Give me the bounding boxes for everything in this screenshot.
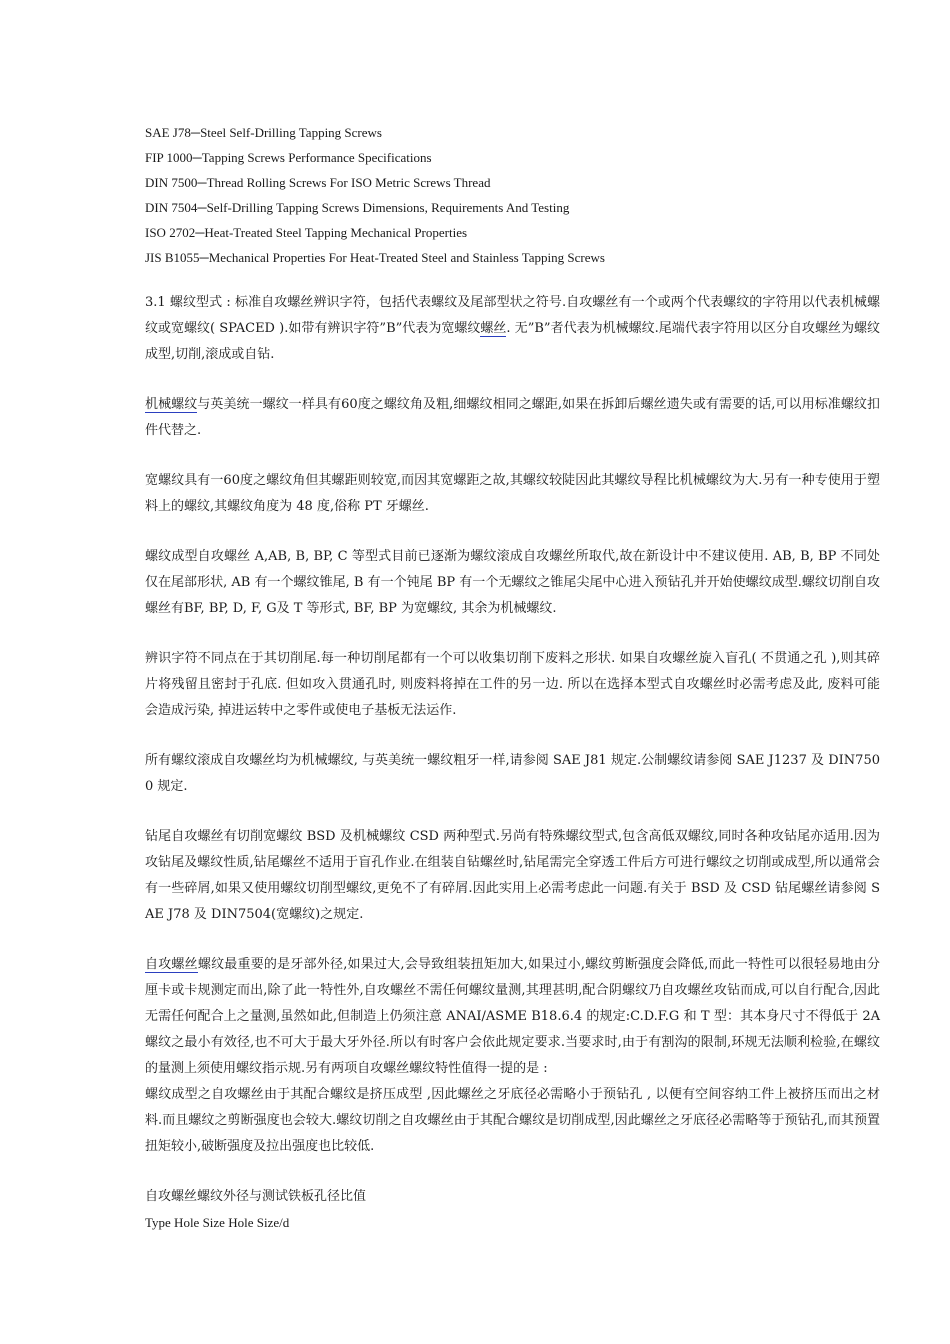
paragraph-text: 与英美统一螺纹一样具有60度之螺纹角及粗,细螺纹相同之螺距,如果在拆卸后螺丝遗失或有需要的话,可以用标准螺纹扣件代替之. [145, 397, 880, 438]
standard-item: JIS B1055─Mechanical Properties For Heat-Treated Steel and Stainless Tapping Screws [145, 250, 605, 265]
paragraph-machine-thread [145, 392, 880, 444]
paragraph-thread-rolling: 所有螺纹滚成自攻螺丝均为机械螺纹, 与英美统一螺纹粗牙一样,请参阅 SAE J81 规定.公制螺纹请参阅 SAE J1237 及 DIN7500 规定. [145, 753, 880, 794]
paragraph-text: . 无”B”者代表为机械螺纹.尾端代表字符用以区分自攻螺丝为螺纹成型,切削,滚成或自钻. [145, 321, 880, 362]
document-body [145, 120, 880, 1236]
standard-item: DIN 7504─Self-Drilling Tapping Screws Dimensions, Requirements And Testing [145, 200, 570, 215]
paragraph-forming-vs-cutting: 螺纹成型之自攻螺丝由于其配合螺纹是挤压成型 ,因此螺丝之牙底径必需略小于预钻孔 , 以便有空间容纳工件上被挤压而出之材料.而且螺纹之剪断强度也会较大.螺纹切削之自攻螺丝由于其配合螺纹是切削成型,因此螺丝之牙底径必需略等于预钻孔,而其预置扭矩较小,破断强度及拉出强度也比较低. [145, 1087, 880, 1154]
link-screw[interactable]: 螺丝 [480, 321, 507, 336]
paragraph-thread-type [145, 290, 880, 368]
standard-item: ISO 2702─Heat-Treated Steel Tapping Mechanical Properties [145, 225, 468, 240]
standard-item: FIP 1000─Tapping Screws Performance Specifications [145, 150, 432, 165]
standards-list [145, 120, 880, 270]
table-header: Type Hole Size Hole Size/d [145, 1215, 290, 1230]
paragraph-self-drilling: 钻尾自攻螺丝有切削宽螺纹 BSD 及机械螺纹 CSD 两种型式.另尚有特殊螺纹型式,包含高低双螺纹,同时各种攻钻尾亦适用.因为攻钻尾及螺纹性质,钻尾螺丝不适用于盲孔作业.在组装自钻螺丝时,钻尾需完全穿透工件后方可进行螺纹之切削或成型,所以通常会有一些碎屑,如果又使用螺纹切削型螺纹,更免不了有碎屑.因此实用上必需考虑此一问题.有关于 BSD 及 CSD 钻尾螺丝请参阅 SAE J78 及 DIN7504(宽螺纹)之规定. [145, 829, 880, 922]
paragraph-thread-forming: 螺纹成型自攻螺丝 A,AB, B, BP, C 等型式目前已逐渐为螺纹滚成自攻螺丝所取代,故在新设计中不建议使用. AB, B, BP 不同处仅在尾部形状, AB 有一个螺纹锥尾, B 有一个钝尾 BP 有一个无螺纹之锥尾尖尾中心进入预钻孔并开始使螺纹成型.螺纹切削自攻螺丝有BF, BP, D, F, G及 T 等形式, BF, BP 为宽螺纹, 其余为机械螺纹. [145, 549, 880, 616]
paragraph-text: 3.1 螺纹型式 : 标准自攻螺丝辨识字符，包括代表螺纹及尾部型状之符号.自攻螺丝有一个或两个代表螺纹的字符用以代表机械螺纹或宽螺纹( SPACED ).如带有辨识字符”B”代表为宽螺纹 [145, 295, 880, 336]
paragraph-cutting-tail: 辨识字符不同点在于其切削尾.每一种切削尾都有一个可以收集切削下废料之形状. 如果自攻螺丝旋入盲孔( 不贯通之孔 ),则其碎片将残留且密封于孔底. 但如攻入贯通孔时, 则废料将掉在工件的另一边. 所以在选择本型式自攻螺丝时必需考虑及此, 废料可能会造成污染, 掉进运转中之零件或使电子基板无法运作. [145, 651, 880, 718]
paragraph-text: 螺纹最重要的是牙部外径,如果过大,会导致组装扭矩加大,如果过小,螺纹剪断强度会降低,而此一特性可以很轻易地由分厘卡或卡规测定而出,除了此一特性外,自攻螺丝不需任何螺纹量测,其理甚明,配合阴螺纹乃自攻螺丝攻钻而成,可以自行配合,因此无需任何配合上之量测,虽然如此,但制造上仍须注意 ANAI/ASME B18.6.4 的规定:C.D.F.G 和 T 型：其本身尺寸不得低于 2A 螺纹之最小有效径,也不可大于最大牙外径.所以有时客户会依此规定要求.当要求时,由于有割沟的限制,环规无法顺利检验,在螺纹的量测上须使用螺纹指示规.另有两项自攻螺丝螺纹特性值得一提的是 : [145, 957, 880, 1076]
paragraph-spaced-thread: 宽螺纹具有一60度之螺纹角但其螺距则较宽,而因其宽螺距之故,其螺纹较陡因此其螺纹导程比机械螺纹为大.另有一种专使用于塑料上的螺纹,其螺纹角度为 48 度,俗称 PT 牙螺丝. [145, 473, 880, 514]
link-machine-thread[interactable]: 机械螺纹 [145, 397, 198, 412]
standard-item: SAE J78─Steel Self-Drilling Tapping Screws [145, 125, 382, 140]
paragraph-major-diameter [145, 952, 880, 1082]
link-tapping-screw[interactable]: 自攻螺丝 [145, 957, 198, 972]
table-title: 自攻螺丝螺纹外径与测试铁板孔径比值 [145, 1189, 367, 1204]
standard-item: DIN 7500─Thread Rolling Screws For ISO Metric Screws Thread [145, 175, 491, 190]
